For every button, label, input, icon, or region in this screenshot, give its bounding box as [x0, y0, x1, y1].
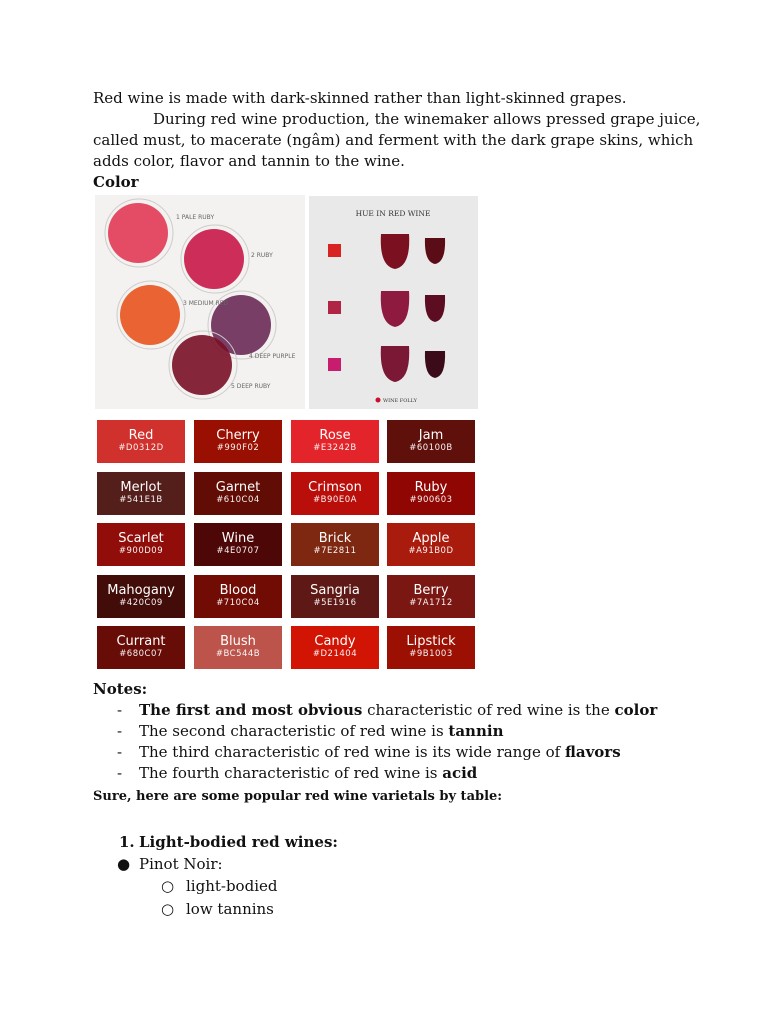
swatch-hex: #B90E0A: [313, 495, 357, 505]
swatch-hex: #680C07: [119, 649, 163, 659]
swatch-name: Currant: [116, 634, 166, 649]
glass-large-1: [381, 234, 409, 269]
notes-item-4-plain: The fourth characteristic of red wine is: [139, 764, 443, 782]
intro-line-3: called must, to macerate (ngâm) and ferment with the dark grape skins, which: [93, 131, 694, 149]
dash-bullet: -: [117, 743, 123, 761]
swatch-brick: [291, 523, 379, 566]
notes-item-3-text: [139, 742, 621, 763]
notes-item-1-bold-a: The first and most obvious: [139, 701, 363, 719]
swatch-name: Berry: [413, 583, 449, 598]
swatch-name: Apple: [412, 531, 450, 546]
notes-item-3-plain: The third characteristic of red wine is its wide range of: [139, 743, 565, 761]
wine-color-circles-image: [95, 195, 305, 409]
swatch-mahogany: [97, 575, 185, 618]
hue-swatch-2: [328, 301, 341, 314]
swatch-blush: [194, 626, 282, 669]
notes-item-2-plain: The second characteristic of red wine is: [139, 722, 449, 740]
swatch-hex: #D0312D: [118, 443, 164, 453]
swatch-hex: #7E2811: [313, 546, 357, 556]
swatch-hex: #541E1B: [119, 495, 163, 505]
notes-item-2-bold: tannin: [448, 722, 504, 740]
swatch-hex: #7A1712: [409, 598, 453, 608]
swatch-lipstick: [387, 626, 475, 669]
hue-in-red-wine-svg: [309, 196, 478, 409]
swatch-name: Merlot: [120, 480, 162, 495]
hollow-bullet: ○: [161, 900, 175, 918]
swatch-red: [97, 420, 185, 463]
swatch-hex: #420C09: [119, 598, 163, 608]
sub-item-text: low tannins: [186, 900, 274, 918]
label-deep-purple: 4 DEEP PURPLE: [249, 353, 296, 360]
notes-item-1-text: [139, 700, 657, 721]
swatch-name: Rose: [319, 428, 351, 443]
swatch-rose: [291, 420, 379, 463]
swatch-name: Garnet: [215, 480, 261, 495]
label-pale-ruby: 1 PALE RUBY: [176, 214, 215, 221]
intro-line-2: During red wine production, the winemaker allows pressed grape juice,: [153, 110, 701, 128]
swatch-name: Wine: [221, 531, 255, 546]
notes-item-4-bold: acid: [442, 764, 478, 782]
hue-title: HUE IN RED WINE: [355, 209, 431, 218]
swatch-name: Candy: [314, 634, 356, 649]
swatch-name: Blood: [219, 583, 257, 598]
swatch-name: Jam: [418, 428, 444, 443]
section-1-number: 1.: [119, 833, 135, 851]
swatch-hex: #E3242B: [313, 443, 357, 453]
swatch-hex: #4E0707: [216, 546, 260, 556]
section-1-title: Light-bodied red wines:: [139, 833, 338, 851]
swatch-hex: #D21404: [312, 649, 358, 659]
swatch-hex: #710C04: [216, 598, 260, 608]
notes-heading: Notes:: [93, 680, 148, 698]
circle-medium-red-fill: [120, 285, 180, 345]
swatch-hex: #9B1003: [409, 649, 453, 659]
swatch-name: Lipstick: [406, 634, 456, 649]
dash-bullet: -: [117, 701, 123, 719]
swatch-wine: [194, 523, 282, 566]
notes-item-2-text: [139, 721, 503, 742]
swatch-scarlet: [97, 523, 185, 566]
swatch-name: Scarlet: [118, 531, 164, 546]
circle-ruby-fill: [184, 229, 244, 289]
swatch-hex: #5E1916: [313, 598, 357, 608]
swatch-name: Crimson: [308, 480, 362, 495]
intro-line-1: Red wine is made with dark-skinned rather than light-skinned grapes.: [93, 89, 627, 107]
sub-item-text: light-bodied: [186, 877, 278, 895]
notes-item-4-text: [139, 763, 477, 784]
swatch-currant: [97, 626, 185, 669]
swatch-name: Sangria: [310, 583, 360, 598]
swatch-name: Brick: [318, 531, 352, 546]
swatch-garnet: [194, 472, 282, 515]
wine-color-circles-svg: [95, 195, 305, 409]
glass-small-1: [425, 238, 445, 264]
notes-item-1-bold-b: color: [614, 701, 658, 719]
swatch-hex: #610C04: [216, 495, 260, 505]
hue-in-red-wine-image: [309, 196, 478, 409]
swatch-name: Mahogany: [107, 583, 175, 598]
glass-small-2: [425, 295, 445, 322]
color-heading: Color: [93, 173, 139, 191]
notes-item-1-rest: characteristic of red wine is the: [362, 701, 615, 719]
swatch-hex: #990F02: [216, 443, 260, 453]
table-intro: Sure, here are some popular red wine varietals by table:: [93, 789, 503, 804]
glass-large-2: [381, 291, 409, 327]
label-medium-red: 3 MEDIUM RED: [183, 300, 229, 307]
label-ruby: 2 RUBY: [251, 252, 273, 259]
swatch-hex: #BC544B: [215, 649, 261, 659]
swatch-berry: [387, 575, 475, 618]
swatch-hex: #A91B0D: [408, 546, 454, 556]
filled-bullet: ●: [117, 855, 131, 873]
swatch-name: Blush: [220, 634, 256, 649]
dash-bullet: -: [117, 764, 123, 782]
swatch-blood: [194, 575, 282, 618]
dash-bullet: -: [117, 722, 123, 740]
swatch-cherry: [194, 420, 282, 463]
swatch-hex: #900D09: [118, 546, 164, 556]
swatch-apple: [387, 523, 475, 566]
hue-swatch-1: [328, 244, 341, 257]
swatch-hex: #60100B: [409, 443, 453, 453]
wine-folly-brand: WINE FOLLY: [383, 398, 417, 404]
hue-swatch-3: [328, 358, 341, 371]
swatch-merlot: [97, 472, 185, 515]
notes-item-3-bold: flavors: [564, 743, 621, 761]
pinot-noir-label: Pinot Noir:: [139, 855, 223, 873]
label-deep-ruby: 5 DEEP RUBY: [231, 383, 271, 390]
swatch-jam: [387, 420, 475, 463]
swatch-name: Ruby: [414, 480, 448, 495]
swatch-crimson: [291, 472, 379, 515]
swatch-candy: [291, 626, 379, 669]
red-color-swatch-grid: [97, 420, 478, 672]
glass-large-3: [381, 346, 409, 382]
swatch-name: Red: [128, 428, 154, 443]
swatch-name: Cherry: [216, 428, 260, 443]
circle-pale-ruby-fill: [108, 203, 168, 263]
intro-line-4: adds color, flavor and tannin to the wine.: [93, 152, 405, 170]
swatch-hex: #900603: [409, 495, 453, 505]
circle-deep-ruby-fill: [172, 335, 232, 395]
swatch-ruby: [387, 472, 475, 515]
hollow-bullet: ○: [161, 877, 175, 895]
swatch-sangria: [291, 575, 379, 618]
glass-small-3: [425, 351, 445, 378]
wine-folly-logo-icon: [376, 398, 381, 403]
